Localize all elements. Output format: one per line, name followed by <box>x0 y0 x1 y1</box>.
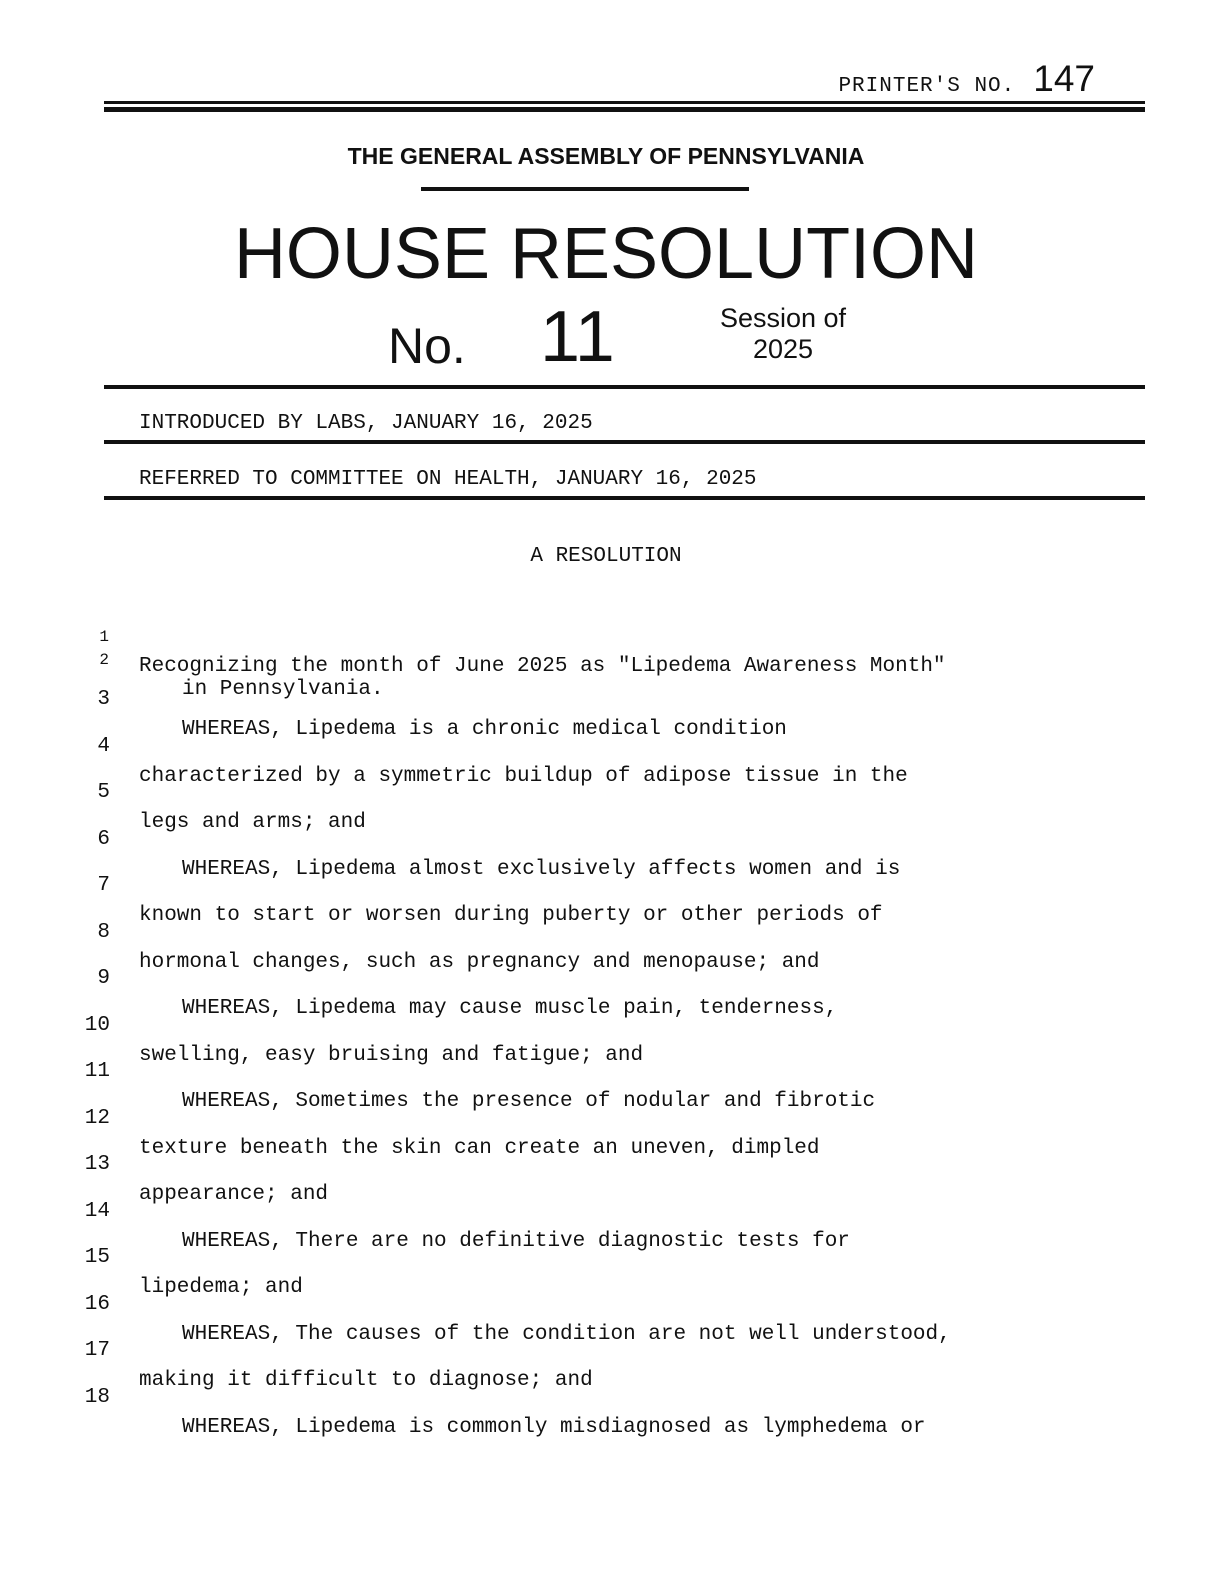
line-text: WHEREAS, The causes of the condition are not well understood, <box>182 1323 951 1346</box>
line-number: 1 <box>99 628 109 646</box>
body-line <box>0 1260 1212 1346</box>
resolution-number-label: No. <box>388 318 466 374</box>
line-number: 17 <box>84 1339 110 1362</box>
line-number: 7 <box>97 874 110 897</box>
line-text: swelling, easy bruising and fatigue; and <box>139 1044 644 1067</box>
body-line <box>0 702 1212 788</box>
body-line <box>0 1167 1212 1253</box>
document-type-title: HOUSE RESOLUTION <box>233 214 979 294</box>
line-text: WHEREAS, Lipedema is a chronic medical condition <box>182 718 787 741</box>
body-line <box>0 1306 1212 1392</box>
line-text: known to start or worsen during puberty or other periods of <box>139 904 883 927</box>
line-text: WHEREAS, Lipedema almost exclusively affects women and is <box>182 858 901 881</box>
line-number: 14 <box>84 1200 110 1223</box>
session-block <box>700 303 866 365</box>
line-number: 16 <box>84 1293 110 1316</box>
resolution-heading: A RESOLUTION <box>530 545 682 568</box>
line-number: 9 <box>97 967 110 990</box>
introduced-line: INTRODUCED BY LABS, JANUARY 16, 2025 <box>139 412 593 435</box>
body-line <box>0 1120 1212 1206</box>
line-text: texture beneath the skin can create an uneven, dimpled <box>139 1137 820 1160</box>
body-line <box>0 748 1212 834</box>
line-number: 3 <box>97 688 110 711</box>
printer-number-block <box>838 58 1095 100</box>
assembly-underline <box>421 187 749 191</box>
body-line <box>0 795 1212 881</box>
line-number: 12 <box>84 1107 110 1130</box>
line-text: WHEREAS, There are no definitive diagnostic tests for <box>182 1230 850 1253</box>
body-line <box>0 841 1212 927</box>
line-number: 5 <box>97 781 110 804</box>
printer-label: PRINTER'S NO. <box>838 75 1016 98</box>
body-line <box>0 1027 1212 1113</box>
line-number: 4 <box>97 735 110 758</box>
session-label: Session of <box>719 303 847 333</box>
line-text: WHEREAS, Sometimes the presence of nodular and fibrotic <box>182 1090 876 1113</box>
line-text: legs and arms; and <box>139 811 366 834</box>
line-number: 8 <box>97 921 110 944</box>
header-bottom-rule <box>104 385 1145 389</box>
body-line <box>0 1353 1212 1439</box>
line-number: 13 <box>84 1153 110 1176</box>
assembly-name: THE GENERAL ASSEMBLY OF PENNSYLVANIA <box>347 143 865 169</box>
top-double-rule-upper <box>104 101 1145 104</box>
line-number: 10 <box>84 1014 110 1037</box>
introduced-rule <box>104 440 1145 444</box>
line-text: WHEREAS, Lipedema may cause muscle pain, tenderness, <box>182 997 838 1020</box>
line-text: making it difficult to diagnose; and <box>139 1369 593 1392</box>
line-number: 6 <box>97 828 110 851</box>
line-text: Recognizing the month of June 2025 as "Lipedema Awareness Month" <box>139 655 946 678</box>
line-text: appearance; and <box>139 1183 329 1206</box>
line-number: 11 <box>84 1060 110 1083</box>
line-number: 18 <box>84 1386 110 1409</box>
body-line <box>0 981 1212 1067</box>
body-line <box>0 934 1212 1020</box>
line-number: 15 <box>84 1246 110 1269</box>
referred-line: REFERRED TO COMMITTEE ON HEALTH, JANUARY 16, 2025 <box>139 468 757 491</box>
body-line <box>0 1074 1212 1160</box>
line-text: in Pennsylvania. <box>182 678 384 701</box>
line-number: 2 <box>99 651 109 669</box>
line-text: hormonal changes, such as pregnancy and menopause; and <box>139 951 820 974</box>
printer-number: 147 <box>1033 58 1095 99</box>
line-text: WHEREAS, Lipedema is commonly misdiagnosed as lymphedema or <box>182 1416 926 1439</box>
resolution-number: 11 <box>540 297 615 377</box>
line-text: characterized by a symmetric buildup of adipose tissue in the <box>139 765 908 788</box>
session-year: 2025 <box>752 334 814 364</box>
body-line <box>0 1213 1212 1299</box>
line-text: lipedema; and <box>139 1276 303 1299</box>
body-line <box>0 888 1212 974</box>
referred-rule <box>104 496 1145 500</box>
top-double-rule-lower <box>104 107 1145 112</box>
